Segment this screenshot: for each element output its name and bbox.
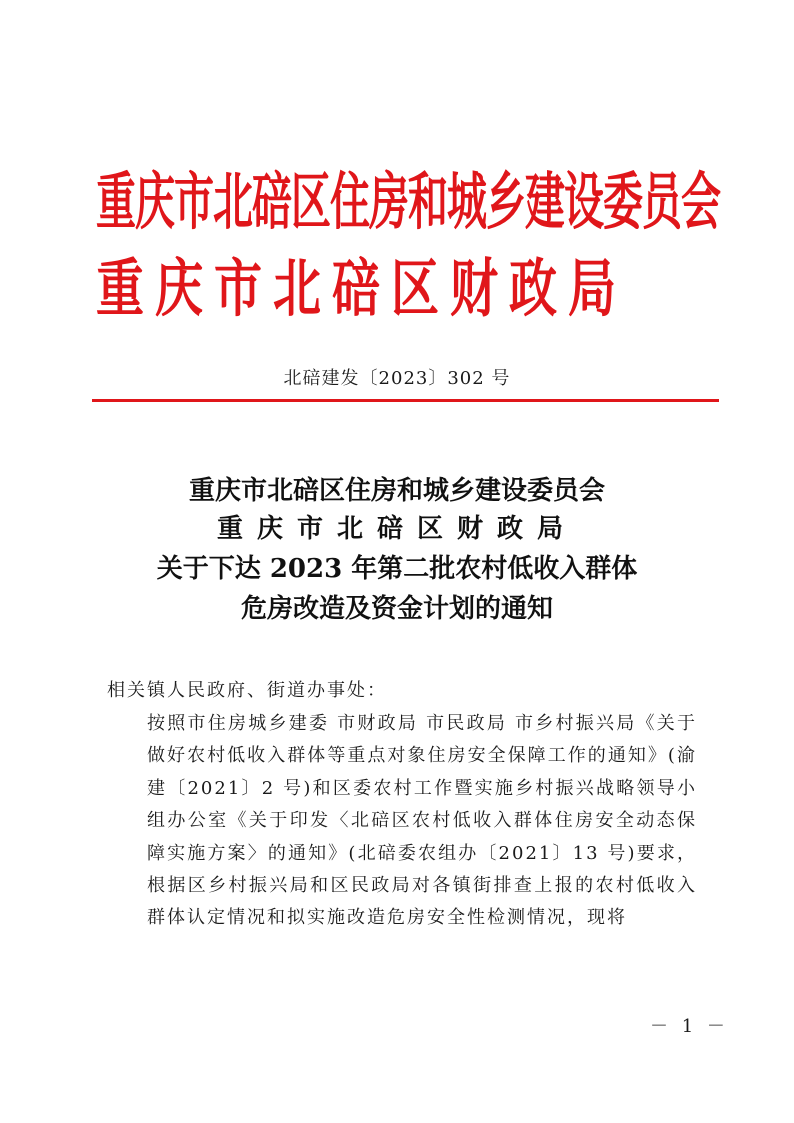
title-line-3: 关于下达 2023 年第二批农村低收入群体 <box>156 554 638 584</box>
title-line-4: 危房改造及资金计划的通知 <box>240 594 553 624</box>
page-number: － 1 － <box>650 1016 729 1037</box>
issuer-header-housing-commission: 重庆市北碚区住房和城乡建设委员会 <box>96 167 720 239</box>
title-line-1: 重庆市北碚区住房和城乡建设委员会 <box>188 476 605 506</box>
issuer-header-finance-bureau: 重庆市北碚区财政局 <box>96 252 628 326</box>
document-number: 北碚建发〔2023〕302 号 <box>283 368 511 389</box>
body-paragraph <box>107 708 697 935</box>
body-paragraph-1: 按照市住房城乡建委 市财政局 市民政局 市乡村振兴局《关于做好农村低收入群体等重点对象住房安全保障工作的通知》(渝建〔2021〕2 号)和区委农村工作暨实施乡村振兴战略领导小组办公室《关于印发〈北碚区农村低收入群体住房安全动态保障实施方案〉的通知》(北碚委农组办〔2021〕13 号)要求，根据区乡村振兴局和区民政局对各镇街排查上报的农村低收入群体认定情况和拟实施改造危房安全性检测情况，现将 <box>147 713 697 929</box>
title-line-2: 重庆市北碚区财政局 <box>216 514 577 544</box>
salutation: 相关镇人民政府、街道办事处： <box>107 680 387 701</box>
red-divider-rule <box>92 399 719 402</box>
